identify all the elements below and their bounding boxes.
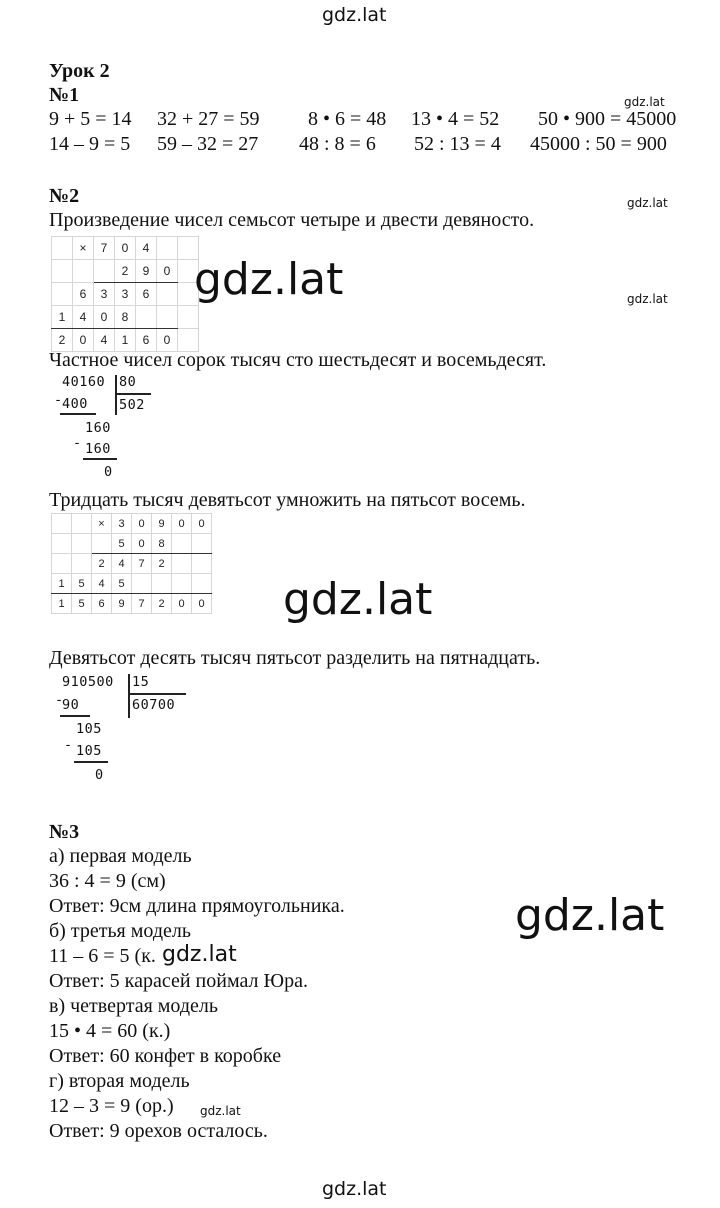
grid2-cell: 1 (52, 574, 72, 594)
div1-sub2-line (83, 458, 117, 460)
task1-eq-1-2: 32 + 27 = 59 (157, 108, 260, 130)
task1-eq-1-5: 50 • 900 = 45000 (538, 108, 677, 130)
div2-quotient-bar (128, 693, 186, 695)
watermark-small-1: gdz.lat (624, 95, 665, 109)
div1-divisor: 80 (119, 374, 137, 390)
grid2-cell (92, 534, 112, 554)
task3-line-3: Ответ: 9см длина прямоугольника. (49, 895, 345, 917)
grid2-cell: 0 (172, 514, 192, 534)
div2-rem1: 105 (76, 721, 102, 737)
grid2-cell (52, 554, 72, 574)
grid2-cell (52, 534, 72, 554)
multiplication-grid-2 (51, 513, 212, 614)
grid1-cell: 6 (136, 329, 157, 352)
grid1-cell: 0 (157, 329, 178, 352)
grid2-cell: 3 (112, 514, 132, 534)
task3-line-9: Ответ: 60 конфет в коробке (49, 1045, 282, 1067)
div2-vertical-bar (128, 674, 130, 718)
grid2-cell: 2 (152, 594, 172, 614)
grid2-cell (132, 574, 152, 594)
div1-sub1-line (60, 413, 96, 415)
grid2-cell: × (92, 514, 112, 534)
grid1-cell: 6 (136, 283, 157, 306)
task3-line-11: 12 – 3 = 9 (ор.) (49, 1095, 174, 1117)
grid2-cell: 9 (112, 594, 132, 614)
grid1-cell (157, 283, 178, 306)
task1-eq-2-4: 52 : 13 = 4 (414, 133, 501, 155)
div1-dividend: 40160 (62, 374, 106, 390)
task1-eq-1-4: 13 • 4 = 52 (411, 108, 500, 130)
grid1-cell (178, 306, 199, 329)
grid1-cell: 0 (73, 329, 94, 352)
lesson-title: Урок 2 (49, 60, 110, 82)
div2-sub2: 105 (76, 743, 102, 759)
task1-eq-2-1: 14 – 9 = 5 (49, 133, 131, 155)
grid1-cell: 1 (52, 306, 73, 329)
grid2-cell (152, 574, 172, 594)
div2-sub1: 90 (62, 697, 80, 713)
task3-line-7: в) четвертая модель (49, 995, 219, 1017)
grid2-cell: 7 (132, 594, 152, 614)
watermark-small-3: gdz.lat (627, 292, 668, 306)
grid1-cell (52, 283, 73, 306)
task1-eq-1-1: 9 + 5 = 14 (49, 108, 132, 130)
grid2-cell (72, 554, 92, 574)
grid2-cell: 0 (172, 594, 192, 614)
div1-quotient-bar (115, 393, 151, 395)
div1-sub2: 160 (85, 441, 111, 457)
watermark-large-2: gdz.lat (283, 574, 433, 625)
grid2-cell (52, 514, 72, 534)
grid1-cell: 3 (115, 283, 136, 306)
watermark-small-2: gdz.lat (627, 196, 668, 210)
task3-line-8: 15 • 4 = 60 (к.) (49, 1020, 171, 1042)
div2-sub1-line (60, 715, 90, 717)
task1-eq-1-3: 8 • 6 = 48 (308, 108, 387, 130)
grid2-cell: 2 (92, 554, 112, 574)
task1-eq-2-5: 45000 : 50 = 900 (530, 133, 667, 155)
grid2-cell: 4 (112, 554, 132, 574)
grid2-cell: 5 (72, 574, 92, 594)
task2-problem-4: Девятьсот десять тысяч пятьсот разделить на пятнадцать. (49, 647, 541, 669)
div2-remainder: 0 (95, 767, 104, 783)
task3-line-10: г) вторая модель (49, 1070, 190, 1092)
grid2-cell: 5 (112, 574, 132, 594)
grid1-cell (73, 260, 94, 283)
grid1-cell: 8 (115, 306, 136, 329)
grid1-cell (94, 260, 115, 283)
task3-line-2: 36 : 4 = 9 (см) (49, 870, 166, 892)
task2-problem-2: Частное чисел сорок тысяч сто шестьдесят и восемьдесят. (49, 349, 547, 371)
task3-line-6: Ответ: 5 карасей поймал Юра. (49, 970, 308, 992)
div1-quotient: 502 (119, 397, 145, 413)
grid1-cell: 3 (94, 283, 115, 306)
grid1-cell: 4 (136, 237, 157, 260)
grid2-cell: 7 (132, 554, 152, 574)
grid2-cell (172, 554, 192, 574)
div2-minus-2: - (64, 737, 73, 753)
grid1-cell: 1 (115, 329, 136, 352)
grid1-cell: 4 (73, 306, 94, 329)
grid2-cell (192, 554, 212, 574)
watermark-large-3: gdz.lat (515, 890, 665, 941)
div1-minus-2: - (73, 435, 82, 451)
grid1-cell: 9 (136, 260, 157, 283)
grid1-cell (52, 260, 73, 283)
div2-quotient: 60700 (132, 697, 176, 713)
div2-sub2-line (74, 761, 108, 763)
grid1-cell: 6 (73, 283, 94, 306)
grid1-cell: 2 (52, 329, 73, 352)
grid2-cell (172, 534, 192, 554)
grid2-cell: 6 (92, 594, 112, 614)
grid1-cell (52, 237, 73, 260)
grid2-cell (192, 574, 212, 594)
task1-eq-2-3: 48 : 8 = 6 (299, 133, 376, 155)
div1-rem1: 160 (85, 420, 111, 436)
task3-line-4: б) третья модель (49, 920, 191, 942)
grid1-cell (157, 306, 178, 329)
grid2-cell: 2 (152, 554, 172, 574)
div1-vertical-bar (115, 375, 117, 415)
grid1-cell: × (73, 237, 94, 260)
div2-minus-1: - (55, 692, 64, 708)
grid2-cell: 9 (152, 514, 172, 534)
grid2-cell: 0 (132, 514, 152, 534)
grid2-cell: 4 (92, 574, 112, 594)
watermark-bottom: gdz.lat (322, 1178, 387, 1200)
task1-heading: №1 (49, 84, 80, 106)
watermark-inline: gdz.lat (162, 942, 237, 967)
grid1-cell: 4 (94, 329, 115, 352)
div1-minus-1: - (54, 392, 63, 408)
grid2-cell (192, 534, 212, 554)
grid2-cell (172, 574, 192, 594)
grid2-cell: 5 (72, 594, 92, 614)
grid2-cell: 0 (132, 534, 152, 554)
multiplication-grid-1 (51, 236, 199, 352)
task2-problem-3: Тридцать тысяч девятьсот умножить на пятьсот восемь. (49, 489, 526, 511)
div1-sub1: 400 (62, 396, 88, 412)
watermark-large-1: gdz.lat (194, 254, 344, 305)
grid1-cell: 7 (94, 237, 115, 260)
task3-line-12: Ответ: 9 орехов осталось. (49, 1120, 268, 1142)
div1-remainder: 0 (104, 464, 113, 480)
task1-eq-2-2: 59 – 32 = 27 (157, 133, 259, 155)
grid2-cell: 0 (192, 514, 212, 534)
grid1-cell: 0 (115, 237, 136, 260)
grid2-cell: 0 (192, 594, 212, 614)
grid1-cell (157, 237, 178, 260)
watermark-top: gdz.lat (322, 4, 387, 26)
grid1-cell: 2 (115, 260, 136, 283)
grid1-cell: 0 (157, 260, 178, 283)
div2-divisor: 15 (132, 674, 150, 690)
task2-heading: №2 (49, 185, 80, 207)
grid1-cell (136, 306, 157, 329)
grid2-cell: 5 (112, 534, 132, 554)
grid2-cell (72, 514, 92, 534)
grid2-cell (72, 534, 92, 554)
grid2-cell: 1 (52, 594, 72, 614)
grid2-cell: 8 (152, 534, 172, 554)
task3-line-5: 11 – 6 = 5 (к. (49, 945, 156, 967)
task3-line-1: а) первая модель (49, 845, 192, 867)
div2-dividend: 910500 (62, 674, 114, 690)
task3-heading: №3 (49, 821, 80, 843)
task2-problem-1: Произведение чисел семьсот четыре и двести девяносто. (49, 209, 535, 231)
watermark-small-4: gdz.lat (200, 1104, 241, 1118)
grid1-cell: 0 (94, 306, 115, 329)
